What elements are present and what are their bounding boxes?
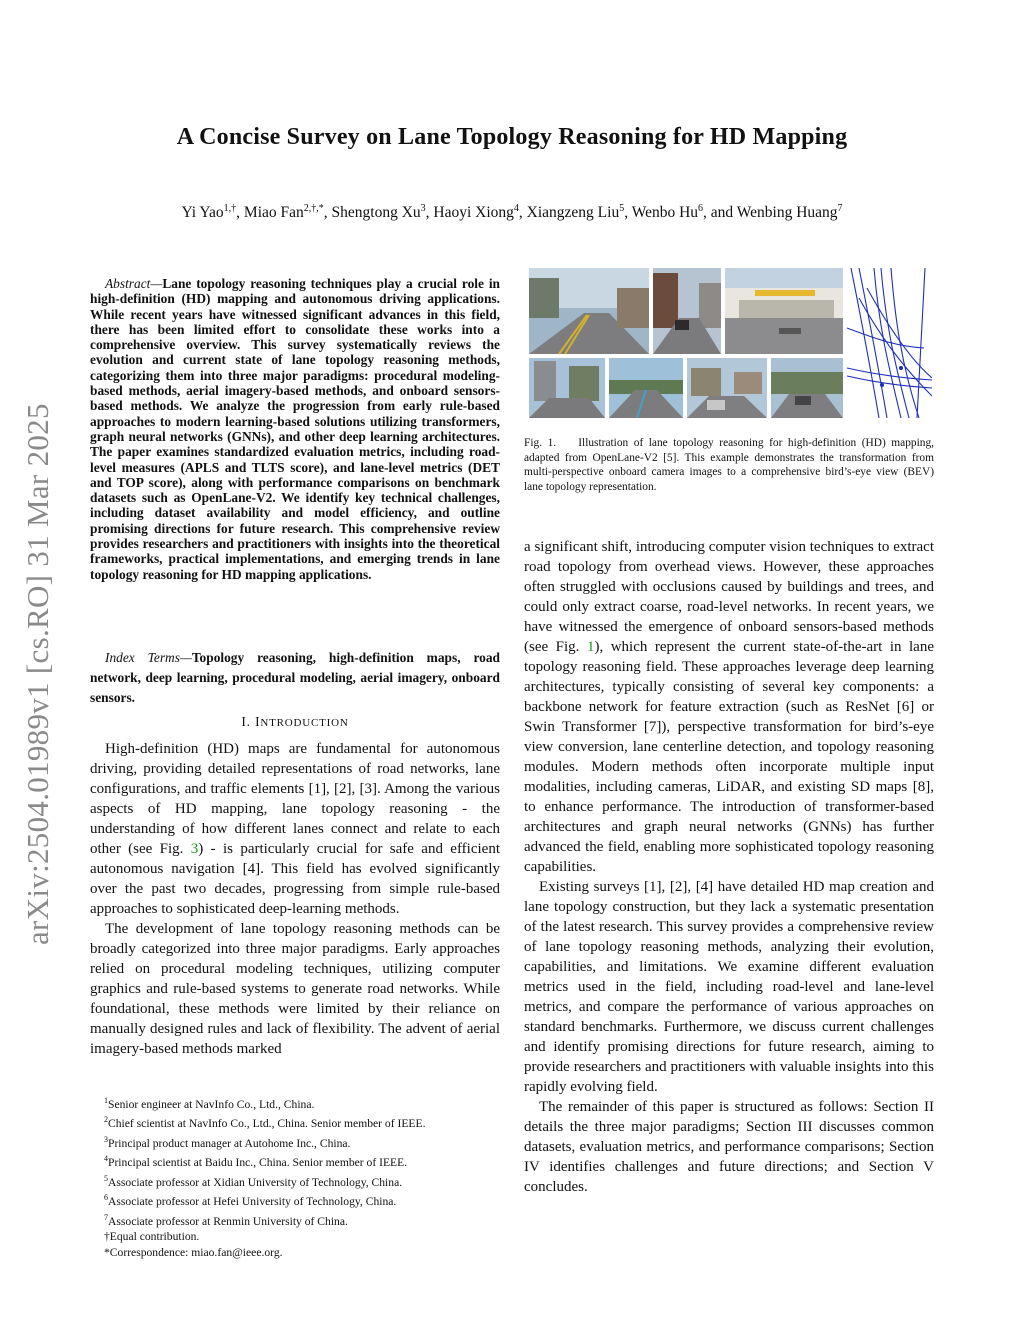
left-column-body	[90, 739, 500, 1059]
paragraph: a significant shift, introducing computer vision techniques to extract road topology from overhead views. However, these approaches often struggled with occlusions caused by buildings and trees, and could only extract coarse, road-level networks. In recent years, we have witnessed the emergence of onboard sensors-based methods (see Fig. 1), which represent the current state-of-the-art in lane topology reasoning field. These approaches leverage deep learning architectures, typically consisting of several key components: a backbone network for feature extraction (such as ResNet [6] or Swin Transformer [7]), perspective transformation for bird’s-eye view conversion, lane centerline detection, and topology reasoning modules. Modern methods often incorporate multiple input modalities, including cameras, LiDAR, and existing SD maps [8], to enhance performance. The introduction of transformer-based architectures and graph neural networks (GNNs) has further advanced the field, enabling more sophisticated topology reasoning capabilities.	[524, 539, 934, 875]
camera-image-back-right	[687, 358, 767, 418]
footnote: $^3$Principal product manager at Autohome Inc., China.	[104, 1134, 351, 1150]
author-name: Shengtong Xu	[331, 204, 421, 222]
author-affiliation: 2,†,*	[303, 203, 324, 214]
paragraph: Existing surveys [1], [2], [4] have detailed HD map creation and lane topology construction, but they lack a systematic presentation of the latest research. This survey provides a comprehensive review of lane topology reasoning methods, analyzing their evolution, capabilities, and limitations. We examine different evaluation metrics used in the field, including road-level and lane-level metrics, and compare the performance of various approaches on standard benchmarks. Furthermore, we discuss current challenges and identify promising directions for future research, aiming to provide researchers and practitioners with valuable insights into this rapidly evolving field.	[524, 879, 934, 1095]
camera-image-front-left	[529, 268, 649, 354]
footnote: $^7$Associate professor at Renmin University of China.	[104, 1212, 348, 1228]
index-terms-text: Topology reasoning, high-definition maps, road network, deep learning, procedural modeling, aerial imagery, onboard sensors.	[90, 650, 500, 705]
abstract-label: Abstract	[105, 276, 151, 291]
paper-title: A Concise Survey on Lane Topology Reasoning for HD Mapping	[176, 124, 848, 150]
section-heading	[90, 714, 500, 730]
figure-link[interactable]: 3	[190, 841, 199, 857]
author-name: Wenbo Hu	[631, 204, 699, 222]
footnote: $^6$Associate professor at Hefei University of Technology, China.	[104, 1193, 397, 1209]
author-affiliation: 7	[837, 203, 843, 214]
author-name: Yi Yao	[181, 204, 224, 222]
author-name: and Wenbing Huang	[710, 204, 838, 222]
footnote: *Correspondence: miao.fan@ieee.org.	[104, 1245, 283, 1259]
footnote: $^4$Principal scientist at Baidu Inc., China. Senior member of IEEE.	[104, 1154, 408, 1170]
arxiv-identifier: arXiv:2504.01989v1 [cs.RO] 31 Mar 2025	[20, 403, 55, 945]
footnote: $^1$Senior engineer at NavInfo Co., Ltd., China.	[104, 1096, 315, 1111]
footnotes	[90, 1093, 500, 1260]
right-column-body	[524, 537, 934, 1197]
camera-image-back-left	[529, 358, 605, 418]
author-affiliation: 5	[619, 203, 625, 214]
section-title-rest: NTRODUCTION	[260, 717, 349, 729]
footnote: $^5$Associate professor at Xidian University of Technology, China.	[104, 1173, 403, 1189]
footnote: †Equal contribution.	[104, 1230, 200, 1244]
paragraph: The development of lane topology reasoning methods can be broadly categorized into three major paradigms. Early approaches relied on procedural modeling techniques, utilizing computer graphics and rule-based systems to generate road networks. While foundational, these methods were limited by their reliance on manually designed rules and lack of flexibility. The advent of aerial imagery-based methods marked	[90, 921, 500, 1057]
abstract: Abstract—Lane topology reasoning techniques play a crucial role in high-definition (HD) mapping and autonomous driving applications. While recent years have witnessed significant advances in this field, there has been limited effort to consolidate these works into a comprehensive overview. This survey systematically reviews the evolution and current state of lane topology reasoning methods, categorizing them into three major paradigms: procedural modeling-based methods, aerial imagery-based methods, and onboard sensors-based methods. We analyze the progression from early rule-based approaches to modern learning-based solutions utilizing transformers, graph neural networks (GNNs), and other deep learning architectures. The paper examines standardized evaluation metrics, including road-level measures (APLS and TLTS score), and lane-level metrics (DET and TOP score), along with performance comparisons on benchmark datasets such as OpenLane-V2. We identify key technical challenges, including dataset availability and model efficiency, and outline promising directions for future research. This comprehensive review provides researchers and practitioners with insights into the theoretical frameworks, practical implementations, and emerging trends in lane topology reasoning for HD mapping applications.	[90, 276, 500, 582]
figure-1	[529, 268, 932, 418]
index-terms: Index Terms—Topology reasoning, high-definition maps, road network, deep learning, procedural modeling, aerial imagery, onboard sensors.	[90, 650, 500, 705]
abstract-text: Lane topology reasoning techniques play a crucial role in high-definition (HD) mapping and autonomous driving applications. While recent years have witnessed significant advances in this field, there has been limited effort to consolidate these works into a comprehensive overview. This survey systematically reviews the evolution and current state of lane topology reasoning methods, categorizing them into three major paradigms: procedural modeling-based methods, aerial imagery-based methods, and onboard sensors-based methods. We analyze the progression from early rule-based approaches to modern learning-based solutions utilizing transformers, graph neural networks (GNNs), and other deep learning architectures. The paper examines standardized evaluation metrics, including road-level measures (APLS and TLTS score), and lane-level metrics (DET and TOP score), along with performance comparisons on benchmark datasets such as OpenLane-V2. We identify key technical challenges, including dataset availability and model efficiency, and outline promising directions for future research. This comprehensive review provides researchers and practitioners with insights into the theoretical frameworks, practical implementations, and emerging trends in lane topology reasoning for HD mapping applications.	[90, 276, 500, 582]
author-list: Yi Yao$^{1,\dagger}$, Miao Fan$^{2,\dagger,*}$, Shengtong Xu$^3$, Haoyi Xiong$^4$, Xiangzeng Liu$^5$, Wenbo Hu$^6$, and Wenbing Huang$^7$	[181, 203, 843, 222]
author-name: Haoyi Xiong	[433, 204, 514, 222]
camera-image-back	[609, 358, 683, 418]
camera-image-front-right	[725, 268, 843, 354]
paragraph: The remainder of this paper is structured as follows: Section II details the three major paradigms; Section III discusses common datasets, evaluation metrics, and performance comparisons; Section IV identifies challenges and future directions; and Section V concludes.	[524, 1099, 934, 1195]
figure-1-graphic	[529, 268, 932, 418]
figure-1-caption	[524, 436, 934, 494]
figure-label: Fig. 1.	[524, 437, 557, 449]
author-affiliation: 6	[698, 203, 704, 214]
author-affiliation: 1,†	[223, 203, 237, 214]
bev-lane-topology	[847, 268, 932, 418]
index-terms-label: Index Terms	[105, 650, 180, 665]
author-affiliation: 3	[420, 203, 426, 214]
section-title-initial: I	[255, 714, 261, 729]
figure-caption-text: Illustration of lane topology reasoning for high-definition (HD) mapping, adapted from OpenLane-V2 [5]. This example demonstrates the transformation from multi-perspective onboard camera images to a comprehensive bird’s-eye view (BEV) lane topology representation.	[524, 437, 935, 493]
author-name: Xiangzeng Liu	[526, 204, 620, 222]
camera-image-front	[653, 268, 721, 354]
paragraph: High-definition (HD) maps are fundamental for autonomous driving, providing detailed representations of road networks, lane configurations, and traffic elements [1], [2], [3]. Among the various aspects of HD mapping, lane topology reasoning - the understanding of how different lanes connect and relate to each other (see Fig. 3) - is particularly crucial for safe and efficient autonomous navigation [4]. This field has evolved significantly over the past two decades, progressing from simple rule-based approaches to sophisticated deep-learning methods.	[90, 741, 500, 917]
section-number: I.	[241, 714, 251, 729]
author-affiliation: 4	[513, 203, 519, 214]
author-name: Miao Fan	[243, 204, 304, 222]
figure-link[interactable]: 1	[586, 639, 595, 655]
footnote: $^2$Chief scientist at NavInfo Co., Ltd., China. Senior member of IEEE.	[104, 1115, 426, 1131]
camera-image-side	[771, 358, 843, 418]
